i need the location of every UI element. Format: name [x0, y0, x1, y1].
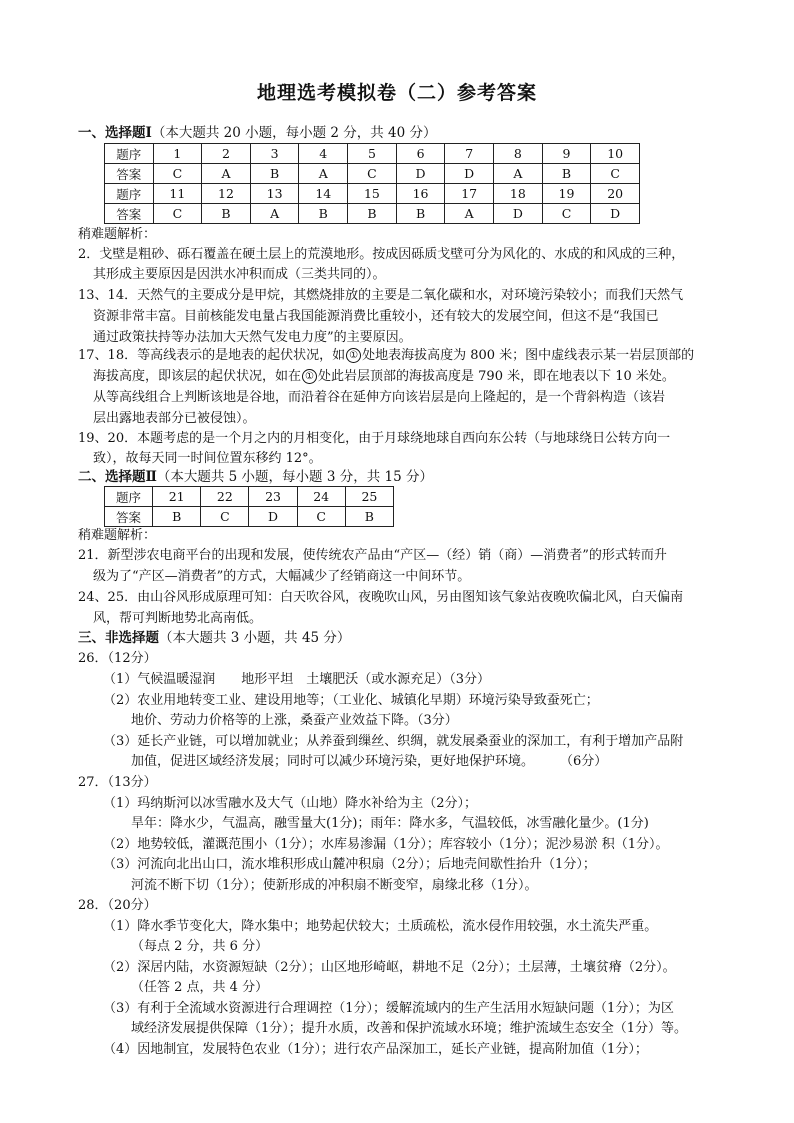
table-cell: B — [202, 204, 251, 224]
answer-line: （3）河流向北出山口，流水堆积形成山麓冲积扇（2分）；后地壳间歇性抬升（1分）； — [103, 857, 596, 872]
table-cell: A — [299, 164, 348, 184]
table-cell: C — [297, 507, 345, 527]
answer-line: （1）气候温暖湿润 地形平坦 土壤肥沃（或水源充足）（3分） — [103, 672, 491, 687]
explanation-line — [93, 368, 675, 386]
answer-line: 河流不断下切（1分）；使新形成的冲积扇不断变窄，扇缘北移（1分）。 — [131, 878, 538, 893]
table-cell: 10 — [591, 144, 640, 164]
table-row — [105, 507, 394, 527]
table-cell: 8 — [494, 144, 543, 164]
answer-table-1 — [104, 143, 640, 224]
table-cell: 题序 — [105, 487, 153, 507]
section1-heading: 一、选择题Ⅰ — [78, 125, 152, 141]
table-cell: 6 — [396, 144, 445, 164]
table-cell: 7 — [445, 144, 494, 164]
table-cell: 3 — [250, 144, 299, 164]
table-cell: 23 — [249, 487, 297, 507]
answer-line: 地价、劳动力价格等的上涨，桑蚕产业效益下降。（3分） — [131, 713, 458, 728]
table-cell: 15 — [348, 184, 397, 204]
table-row — [105, 487, 394, 507]
section1-heading-line — [78, 124, 437, 142]
answer-line: 旱年：降水少，气温高，融雪量大(1分)；雨年：降水多，气温较低，冰雪融化量少。(1分) — [131, 816, 649, 831]
table-row — [105, 144, 640, 164]
table-cell: A — [250, 204, 299, 224]
answer-line: （2）深居内陆，水资源短缺（2分）；山区地形崎岖，耕地不足（2分）；土层薄，土壤贫瘠（2分）。 — [103, 960, 676, 975]
table-cell: C — [153, 204, 202, 224]
table-row — [105, 184, 640, 204]
explanation-text: 海拔高度，即该层的起伏状况，如在 — [93, 369, 302, 384]
answer-line: （2）农业用地转变工业、建设用地等；（工业化、城镇化早期）环境污染导致蚕死亡； — [103, 693, 599, 708]
circled-one-marker: ① — [302, 369, 317, 384]
table-cell: 25 — [345, 487, 393, 507]
explanation-line: 致），故每天同一时间位置东移约 12°。 — [93, 451, 322, 466]
table-cell: C — [201, 507, 249, 527]
table-cell: B — [250, 164, 299, 184]
table-cell: 9 — [542, 144, 591, 164]
table-cell: 1 — [153, 144, 202, 164]
explanation-line: 其形成主要原因是因洪水冲积而成（三类共同的）。 — [93, 267, 386, 282]
table-cell: B — [542, 164, 591, 184]
explanation-text: 处此岩层顶部的海拔高度是 790 米，即在地表以下 10 米处。 — [318, 369, 675, 384]
table-cell: C — [542, 204, 591, 224]
table-cell: B — [299, 204, 348, 224]
answer-line: （每点 2 分，共 6 分） — [131, 939, 269, 954]
table-cell: D — [445, 164, 494, 184]
table-cell: D — [591, 204, 640, 224]
table-cell: A — [202, 164, 251, 184]
table-row — [105, 204, 640, 224]
table-cell: 16 — [396, 184, 445, 204]
section3-heading: 三、非选择题 — [78, 630, 159, 646]
table-cell: C — [591, 164, 640, 184]
table-cell: D — [396, 164, 445, 184]
explanation-line: 通过政策扶持等办法加大天然气发电力度”的主要原因。 — [93, 330, 412, 345]
explanation-line: 从等高线组合上判断该地是谷地，而沿着谷在延伸方向该岩层是向上隆起的，是一个背斜构造（该岩 — [93, 390, 666, 405]
explanation-line: 13、14．天然气的主要成分是甲烷，其燃烧排放的主要是二氧化碳和水，对环境污染较小；而我们天然气 — [78, 288, 684, 303]
analysis-label: 稍难题解析： — [78, 227, 157, 242]
analysis-label: 稍难题解析： — [78, 528, 157, 543]
section2-heading: 二、选择题Ⅱ — [78, 469, 157, 485]
table-cell: 12 — [202, 184, 251, 204]
table-cell: 答案 — [105, 204, 154, 224]
table-cell: D — [494, 204, 543, 224]
answer-line: （4）因地制宜，发展特色农业（1分）；进行农产品深加工，延长产业链，提高附加值（1分）； — [103, 1042, 648, 1057]
table-cell: B — [153, 507, 201, 527]
table-cell: C — [153, 164, 202, 184]
table-cell: 20 — [591, 184, 640, 204]
section1-note: （本大题共 20 小题，每小题 2 分，共 40 分） — [151, 125, 437, 141]
section2-heading-line — [78, 468, 433, 486]
table-cell: 24 — [297, 487, 345, 507]
explanation-line: 2．戈壁是粗砂、砾石覆盖在硬土层上的荒漠地形。按成因砾质戈壁可分为风化的、水成的和风成的三种， — [78, 247, 685, 262]
table-cell: 题序 — [105, 144, 154, 164]
table-cell: 题序 — [105, 184, 154, 204]
circled-one-marker: ① — [346, 348, 361, 363]
explanation-line: 24、25．由山谷风形成原理可知：白天吹谷风，夜晚吹山风，另由图知该气象站夜晚吹偏北风，白天偏南 — [78, 590, 684, 605]
answer-line: 域经济发展提供保障（1分）；提升水质，改善和保护流域水环境；维护流域生态安全（1分）等。 — [131, 1021, 688, 1036]
section2-note: （本大题共 5 小题，每小题 3 分，共 15 分） — [156, 469, 433, 485]
answer-line: （3）延长产业链，可以增加就业；从养蚕到缫丝、织绸，就发展桑蚕业的深加工，有利于增加产品附 — [103, 734, 684, 749]
explanation-line: 21．新型涉农电商平台的出现和发展，使传统农产品由“产区—（经）销（商）—消费者”的形式转而升 — [78, 548, 667, 563]
explanation-line: 19、20．本题考虑的是一个月之内的月相变化，由于月球绕地球自西向东公转（与地球绕日公转方向一 — [78, 431, 671, 446]
explanation-line: 级为了“产区—消费者”的方式，大幅减少了经销商这一中间环节。 — [93, 569, 471, 584]
table-cell: B — [348, 204, 397, 224]
answer-line: （1）降水季节变化大，降水集中；地势起伏较大；土质疏松，流水侵作用较强，水土流失严重。 — [103, 919, 658, 934]
page-title: 地理选考模拟卷（二）参考答案 — [256, 82, 537, 104]
table-cell: 17 — [445, 184, 494, 204]
table-cell: 5 — [348, 144, 397, 164]
answer-line: 加值，促进区域经济发展；同时可以减少环境污染，更好地保护环境。 （6分） — [131, 754, 608, 769]
table-row — [105, 164, 640, 184]
table-cell: B — [396, 204, 445, 224]
table-cell: C — [348, 164, 397, 184]
section3-heading-line — [78, 629, 350, 647]
table-cell: 答案 — [105, 164, 154, 184]
answer-table-2 — [104, 486, 394, 527]
explanation-text: 处地表海拔高度为 800 米；图中虚线表示某一岩层顶部的 — [362, 348, 695, 363]
section3-note: （本大题共 3 小题，共 45 分） — [159, 630, 351, 646]
answer-line: （1）玛纳斯河以冰雪融水及大气（山地）降水补给为主（2分）； — [103, 796, 478, 811]
table-cell: 4 — [299, 144, 348, 164]
table-cell: 答案 — [105, 507, 153, 527]
question-heading: 27．（13分） — [78, 775, 157, 790]
table-cell: B — [345, 507, 393, 527]
table-cell: 18 — [494, 184, 543, 204]
table-cell: D — [249, 507, 297, 527]
table-cell: 11 — [153, 184, 202, 204]
table-cell: A — [494, 164, 543, 184]
explanation-text: 17、18．等高线表示的是地表的起伏状况，如 — [78, 348, 346, 363]
answer-line: （2）地势较低，灌溉范围小（1分）；水库易渗漏（1分）；库容较小（1分）；泥沙易淤 积（1分）。 — [103, 837, 669, 852]
table-cell: 21 — [153, 487, 201, 507]
explanation-line — [78, 347, 694, 365]
answer-line: （3）有利于全流域水资源进行合理调控（1分）；缓解流域内的生产生活用水短缺问题（1分）；为区 — [103, 1001, 674, 1016]
explanation-line: 层出露地表部分已被侵蚀）。 — [93, 411, 256, 426]
question-heading: 26．（12分） — [78, 651, 157, 666]
table-cell: 22 — [201, 487, 249, 507]
explanation-line: 资源非常丰富。目前核能发电量占我国能源消费比重较小，还有较大的发展空间，但这不是“我国已 — [93, 309, 659, 324]
table-cell: 13 — [250, 184, 299, 204]
table-cell: 19 — [542, 184, 591, 204]
answer-line: （任答 2 点，共 4 分） — [131, 980, 269, 995]
explanation-line: 风，帮可判断地势北高南低。 — [93, 611, 263, 626]
table-cell: A — [445, 204, 494, 224]
table-cell: 2 — [202, 144, 251, 164]
table-cell: 14 — [299, 184, 348, 204]
question-heading: 28．（20分） — [78, 898, 157, 913]
